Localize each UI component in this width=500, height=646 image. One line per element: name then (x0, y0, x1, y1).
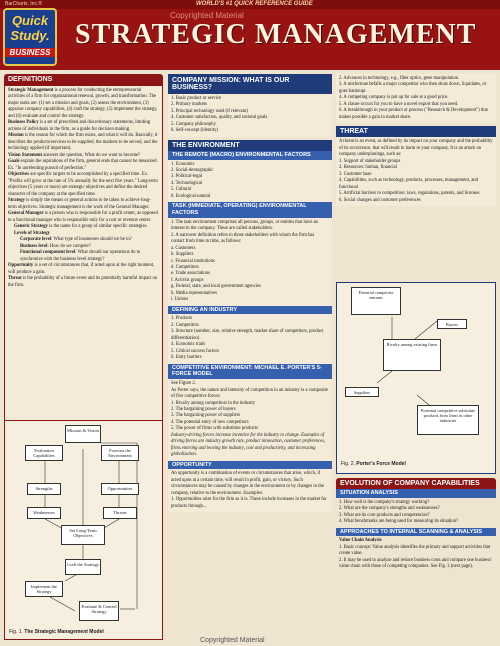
fig2-node: Potential competitor entrants (351, 287, 401, 315)
value-chain-label: Value Chain Analysis (339, 538, 382, 544)
industry-item: 4. Economic traits (171, 342, 206, 348)
definition-entry (8, 88, 159, 120)
remote-factors-heading: THE REMOTE (MACRO) ENVIRONMENTAL FACTORS (168, 151, 332, 160)
definition-text: : How do we compete? (47, 243, 91, 249)
mission-item: 3. Principal technology used (if relevant) (171, 108, 248, 114)
definition-entry (8, 159, 159, 172)
value-chain-item: 1. Basic concept: Value analysis identifies the primary and support activities that create value. (339, 544, 491, 557)
definition-term: Strategy (8, 198, 25, 204)
industry-heading: DEFINING AN INDUSTRY (168, 306, 332, 315)
fig1-node: Weaknesses (27, 507, 61, 519)
porter-force-model-figure (336, 282, 496, 474)
definition-text: explain the aspirations of the firm, general ends that cannot be measured. Ex. "In unrelenting pursuit of perfection." (8, 159, 158, 171)
evolution-section (336, 478, 496, 573)
fig1-node: Evaluation Capabilities (25, 445, 63, 461)
definition-text: is a process for conducting the entrepreneurial activities of a firm for organizational renewal, growth, and transformation. The major tasks are: (1) set a mission and goals, (2) assess the environment, (3) appraise company capabilities, (4) craft the strategy, (5) implement the strategy, and (6) evaluate and control the strategy. (8, 88, 158, 119)
definition-term: Mission (8, 133, 24, 139)
logo-line-2: Study. (10, 28, 50, 43)
watermark: Copyrighted Material (170, 11, 244, 20)
definition-text: is the name for a group of similar specific strategies. (47, 224, 148, 230)
definition-term: Threat (8, 276, 22, 282)
definition-entry (8, 198, 159, 211)
opportunity-item: 6. A breakthrough in your product or process ("Research & Development") that makes possible a gain in market share. (339, 108, 488, 120)
definition-entry (8, 250, 159, 263)
situation-heading: SITUATION ANALYSIS (336, 489, 496, 498)
quickstudy-logo (3, 8, 57, 66)
fig1-node: Craft the Strategy (65, 559, 101, 575)
fig1-node: Evaluate & Control Strategy (79, 601, 119, 621)
opportunity-item: 5. A clause occurs for you to have a novel export that you need. (339, 101, 459, 107)
remote-factor-item: 5. Cultural (171, 187, 192, 193)
task-factor-item: d. Competitors (171, 264, 199, 270)
figure-1-caption: Fig. 1. The Strategic Management Model (9, 629, 104, 635)
definition-term: Opportunity (8, 263, 34, 269)
task-factor-item: c. Financial institutions (171, 258, 215, 264)
mission-item: 5. Company philosophy (171, 121, 216, 127)
definition-text: is the reason for which the firm exists, and what it will do. Basically, it describes the products/services to be supplied, the markets to be served, and the technology applied (if important). (8, 133, 158, 152)
porter-text: As Porter says, the nature and intensity of competition in an industry is a composite of five competitive forces: (171, 387, 328, 400)
definition-term: General Manager (8, 211, 44, 217)
column-2 (168, 74, 332, 512)
value-chain-list (339, 545, 493, 571)
situation-item: 2. What are the company's strengths and weaknesses? (339, 506, 440, 512)
threat-list (339, 159, 493, 204)
task-factor-item: 2. A narrower definition refers to those stakeholders with whom the firm has contact from time to time, as follows: (171, 232, 315, 245)
definition-text: : What should our operations do to synchronize with the business level strategy? (20, 250, 141, 262)
task-factors-heading: TASK (IMMEDIATE, OPERATING) ENVIRONMENTAL FACTORS (168, 202, 332, 217)
industry-item: 5. Critical success factors (171, 348, 219, 354)
definition-entry (8, 263, 159, 276)
mission-item: 6. Self-concept (identity) (171, 128, 218, 134)
footer-watermark: Copyrighted Material (200, 637, 265, 644)
definition-term: Business level (20, 243, 48, 249)
task-factor-item: a. Customers (171, 245, 196, 251)
porter-force-item: 3. The bargaining power of suppliers (171, 413, 241, 419)
environment-heading: THE ENVIRONMENT (168, 140, 332, 151)
threat-heading: THREAT (336, 126, 496, 137)
strategic-management-model-figure (4, 420, 163, 640)
task-factor-item: h. Media representatives (171, 290, 217, 296)
definition-term: Goals (8, 159, 20, 165)
porter-force-item: 2. The bargaining power of buyers (171, 407, 236, 412)
fig2-node: Suppliers (345, 387, 379, 397)
definition-entry (8, 120, 159, 133)
approaches-heading: APPROACHES TO INTERNAL SCANNING & ANALYSIS (336, 528, 496, 537)
definition-term: Functional component level (20, 250, 76, 256)
fig1-node: Set Long-Term Objectives (61, 525, 105, 545)
opportunity-item: 1. Opportunities arise for the firm as it is. These include increases in the market for products through... (171, 497, 327, 509)
header-banner (0, 0, 500, 70)
evolution-heading: EVOLUTION OF COMPANY CAPABILITIES (336, 478, 496, 489)
industry-item: 6. Entry barriers (171, 355, 202, 361)
logo-line-3: BUSINESS (5, 48, 55, 57)
porter-force-item: 4. The potential entry of new competitors (171, 419, 249, 425)
opportunity-text: An opportunity is a combination of events or circumstances that arise, which, if acted upon at a certain time, will result in profit, gain, or victory. Such circumstances may be caused by changes in the environment or by changes in the company, relative to the environment. Examples: (171, 471, 324, 496)
porter-force-item: 1. Rivalry among competitors in the industry (171, 400, 256, 406)
porter-forces-list (171, 401, 329, 433)
definition-entry (8, 276, 159, 289)
task-factor-item: 1. The task environment comprises all persons, groups, or entities that have an interest in the company. These are called stakeholders. (171, 219, 318, 232)
task-factor-item: g. Federal, state, and local government agencies (171, 284, 261, 290)
opportunity-item: 4. A competing company is put up for sale at a good price. (339, 95, 449, 101)
definition-text: is a set of circumstances that, if acted upon at the right moment, will produce a gain. (8, 263, 155, 275)
definition-text: is the probability of a future event and its potentially harmful impact on the firm. (8, 276, 158, 288)
porter-section (168, 379, 332, 461)
mission-list (168, 94, 332, 137)
opportunity-item: 2. Advances in technology, e.g., fiber optics, gene manipulation. (339, 76, 460, 81)
mission-item: 2. Primary markets (171, 102, 207, 108)
definition-text: is simply the means or general actions to be taken to achieve long-term objectives. Strategic management is the work of the General Manager. (8, 198, 151, 210)
definition-entry (8, 172, 159, 198)
publisher-label: BarCharts, Inc.® (5, 1, 43, 7)
threat-item: 3. Customer base (339, 171, 372, 177)
column-3 (336, 74, 496, 206)
task-factor-item: i. Unions (171, 297, 189, 303)
opportunity-item: 3. A misfortune befalls a major competitor who then shuts down, liquidates, or goes bankrupt. (339, 82, 487, 94)
definition-text: is a person who is responsible for a profit center, as opposed to a functional manager who is responsible only for a cost or revenue center. (8, 211, 158, 223)
definition-entry (8, 224, 159, 230)
column-1 (4, 74, 163, 425)
levels-heading: Levels of Strategy (14, 230, 50, 236)
porter-intro: See Figure 2. (171, 381, 196, 387)
porter-force-item: 5. The power of firms with substitute products (171, 426, 258, 432)
situation-item: 4. What benchmarks are being used for measuring its situation? (339, 519, 459, 525)
mission-item: 1. Basic product or service (171, 96, 222, 101)
definitions-heading: DEFINITIONS (4, 74, 163, 85)
remote-factor-item: 1. Economic (171, 161, 195, 167)
mission-heading: COMPANY MISSION: WHAT IS OUR BUSINESS? (168, 74, 332, 94)
threat-item: 2. Resources: human, financial (339, 165, 397, 171)
situation-list (336, 498, 496, 528)
page-title: STRATEGIC MANAGEMENT (75, 19, 477, 50)
remote-factor-item: 3. Political-legal (171, 174, 202, 180)
industry-item: 3. Structure (number, size, relative strength, market share of competitors, product differentiation) (171, 329, 324, 341)
fig2-node: Rivalry among existing firms (383, 339, 441, 371)
situation-item: 3. What are its core products and competencies? (339, 512, 430, 518)
threat-item: 5. Artificial barriers to competition: laws, regulations, patents, and licenses (339, 191, 480, 197)
fig1-node: Opportunities (101, 483, 139, 495)
mission-item: 4. Customer satisfaction, quality, and societal goals (171, 115, 268, 121)
opportunity-section (168, 469, 332, 512)
porter-heading: COMPETITIVE ENVIRONMENT: MICHAEL E. PORTER'S 5-FORCE MODEL (168, 364, 332, 379)
task-factor-item: f. Activist groups (171, 277, 204, 283)
threat-section (336, 137, 496, 206)
definition-term: Strategic Management (8, 88, 54, 93)
value-chain-item: 2. It may be used to analyze and reduce business costs and compare one business' value chain with those of competing companies. See Fig. 3 (next page). (339, 557, 492, 570)
remote-factor-item: 2. Social-demographic (171, 167, 214, 173)
situation-item: 1. How well is the company's strategy working? (339, 499, 430, 505)
fig2-node: Buyers (437, 319, 467, 329)
series-tagline: WORLD'S #1 QUICK REFERENCE GUIDE (196, 1, 313, 7)
definition-term: Business Policy (8, 120, 39, 126)
fig1-node: Mission & Vision (65, 425, 101, 443)
value-chain-section (336, 536, 496, 572)
definition-text: answers the question, What do we want to become? (42, 152, 141, 158)
industry-list (168, 314, 332, 363)
remote-factors-list (168, 160, 332, 203)
threat-item: 1. Support of stakeholder groups (339, 158, 401, 164)
definition-text: : What type of businesses should we be in? (51, 237, 132, 243)
definition-term: Generic Strategy (14, 224, 48, 230)
logo-line-1: Quick (11, 13, 49, 28)
fig1-node: Forecast the Environment (101, 445, 139, 461)
fig1-node: Strengths (27, 483, 61, 495)
remote-factor-item: 4. Technological (171, 180, 203, 186)
threat-text: A threat is an event, as defined by its impact on your company and the probability of its occurrence, that will result in harm to your company. It is an attack on company underpinnings, such as: (339, 139, 493, 158)
definitions-section (4, 85, 163, 425)
industry-item: 2. Competitors (171, 322, 199, 328)
definition-entry (8, 211, 159, 224)
definition-text: is a set of prescribed and discretionary statements, limiting actions of individuals in the firm, as a guide for decision making. (8, 120, 151, 132)
fig2-node: Potential competitive substitute products from firms in other industries (417, 405, 479, 435)
fig1-node: Threats (103, 507, 137, 519)
opportunity-heading: OPPORTUNITY (168, 461, 332, 470)
threat-item: 4. Capabilities, such as technology, products, processes, management, and functional (339, 178, 478, 190)
porter-note: Industry-driving forces increase incentive for the industry to change. Examples of driving forces are industry growth rate, product innovation, customer preferences, firms entering and leaving the industry, cost and productivity, and increasing globalization. (171, 432, 326, 458)
definitions-body (5, 86, 162, 291)
definition-entry (8, 133, 159, 152)
task-factor-item: e. Trade associations (171, 271, 210, 277)
definition-term: Objectives (8, 172, 30, 178)
industry-item: 1. Products (171, 316, 193, 322)
fig1-node: Implement the Strategy (25, 581, 63, 597)
threat-item: 6. Social changes and customer preferences (339, 197, 421, 203)
definition-text: are specific targets to be accomplished by a specified time. Ex. "Profits will grow at the rate of 5% annually for the next five years." Long-term objectives (5 years or more) are strategic objectives and define the desired character of the company at the specified time. (8, 172, 158, 197)
definition-term: Vision Statement (8, 152, 43, 158)
remote-factor-item: 6. Ecological-natural (171, 193, 211, 199)
opportunity-continued-list (336, 74, 496, 123)
definition-term: Corporate level (20, 237, 52, 243)
opportunity-list (171, 497, 329, 510)
task-factor-item: b. Suppliers (171, 252, 194, 258)
task-factors-list (168, 218, 332, 306)
figure-2-caption: Fig. 2. Porter's Force Model (341, 461, 406, 467)
